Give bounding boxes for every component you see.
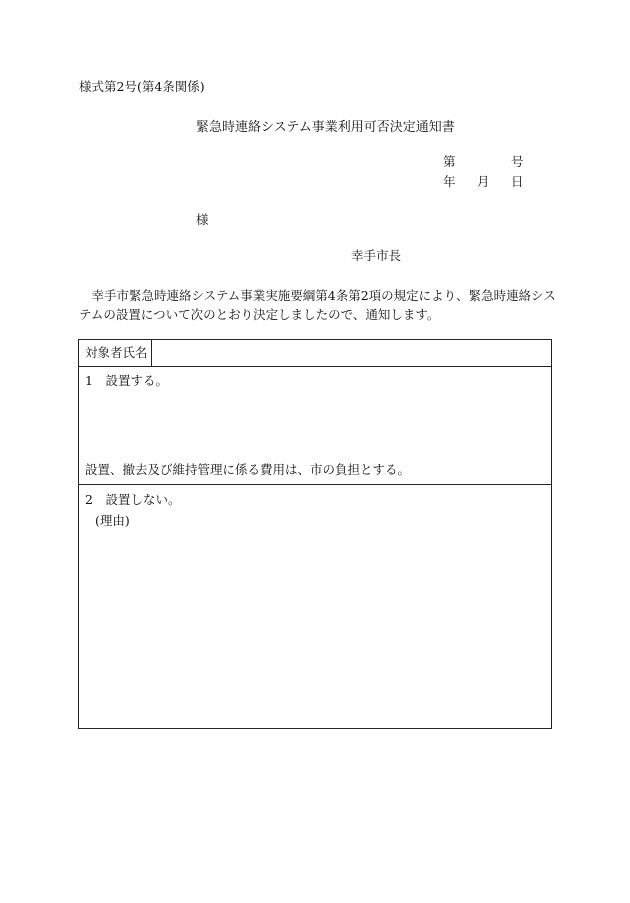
notice-body-text: 幸手市緊急時連絡システム事業実施要綱第4条第2項の規定により、緊急時連絡システムの設置について次のとおり決定しましたので、通知します。: [79, 288, 556, 322]
date-year-label: 年: [443, 174, 456, 189]
reason-label: (理由): [95, 513, 130, 528]
target-person-row: [79, 340, 551, 367]
addressee-honorific: 様: [196, 212, 209, 227]
install-option-row: [79, 366, 551, 485]
document-title: 緊急時連絡システム事業利用可否決定通知書: [196, 120, 455, 135]
document-number-suffix: 号: [511, 154, 524, 169]
form-number: 様式第2号(第4条関係): [79, 79, 205, 94]
date-month-label: 月: [477, 174, 490, 189]
document-number-prefix: 第: [443, 154, 456, 169]
name-label-cell: [79, 340, 152, 366]
not-install-option-row: [79, 485, 551, 728]
not-install-option-text: 2 設置しない。: [85, 492, 181, 507]
date-day-label: 日: [511, 174, 524, 189]
install-option-text: 1 設置する。: [85, 373, 168, 388]
issuer-name: 幸手市長: [351, 248, 402, 263]
target-person-name-label: 対象者氏名: [85, 345, 148, 360]
decision-table: [78, 339, 552, 729]
cost-burden-note: 設置、撤去及び維持管理に係る費用は、市の負担とする。: [85, 462, 411, 477]
